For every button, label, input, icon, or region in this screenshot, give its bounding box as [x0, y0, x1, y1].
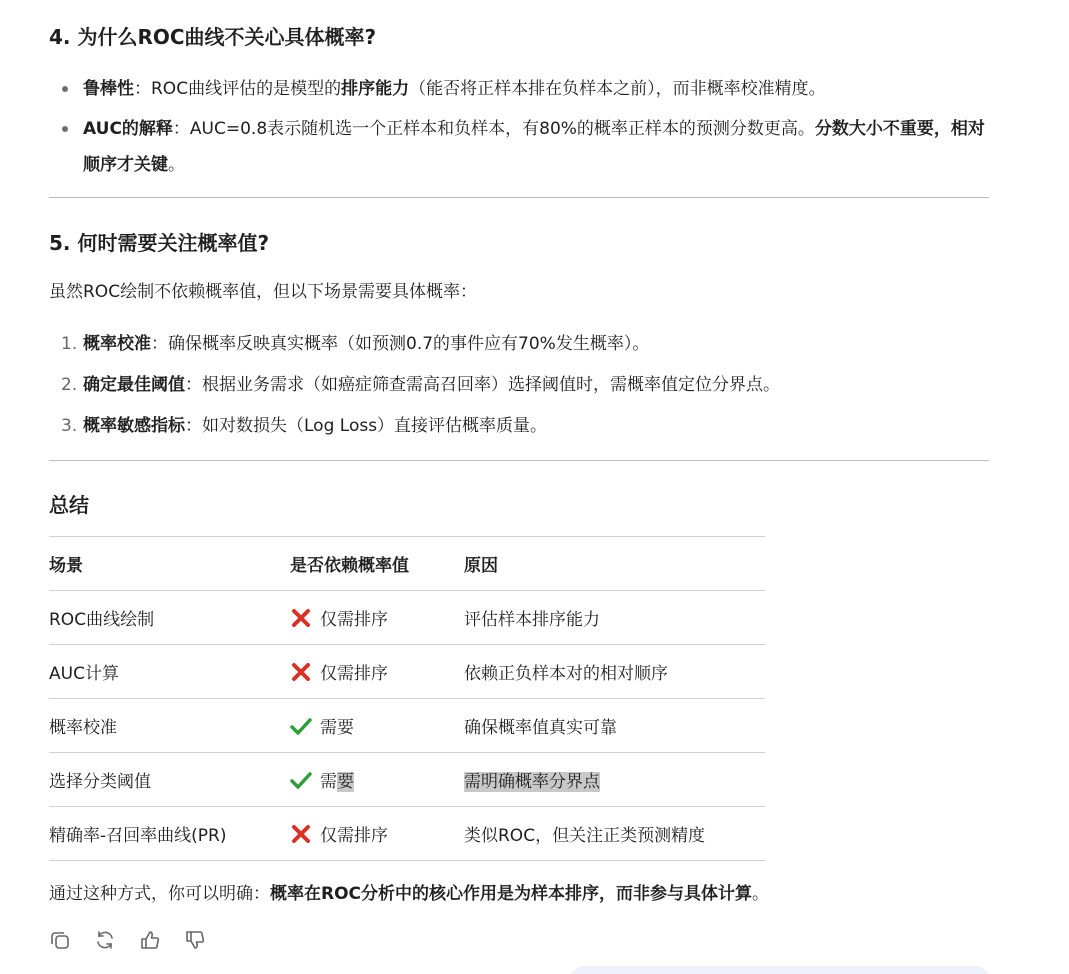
table-cell	[290, 699, 464, 753]
cross-icon	[290, 823, 312, 845]
list-item	[49, 71, 989, 107]
thumbs-up-icon[interactable]	[139, 929, 161, 951]
dependency-text: 需	[320, 772, 337, 792]
table-cell	[290, 591, 464, 645]
item-text: ：如对数损失（Log Loss）直接评估概率质量。	[185, 416, 548, 436]
section-4-bullets	[49, 71, 989, 183]
section-5-heading: 5. 何时需要关注概率值?	[49, 231, 270, 255]
table-cell: 精确率-召回率曲线(PR)	[49, 807, 290, 861]
table-row	[49, 807, 765, 861]
column-header: 是否依赖概率值	[290, 537, 464, 591]
table-row	[49, 753, 765, 807]
table-cell: 类似ROC，但关注正类预测精度	[464, 807, 765, 861]
bullet-text: 。	[168, 155, 185, 175]
item-number: 2.	[61, 375, 78, 395]
cross-icon	[290, 661, 312, 683]
summary-heading: 总结	[49, 493, 89, 517]
list-item	[49, 330, 780, 371]
item-bold: 概率敏感指标	[83, 416, 185, 436]
list-item	[49, 412, 780, 453]
selected-text-highlight[interactable]: 要	[337, 772, 354, 792]
closing-plain: 通过这种方式，你可以明确：	[49, 884, 270, 904]
table-cell	[290, 645, 464, 699]
table-cell: 评估样本排序能力	[464, 591, 765, 645]
bullet-text: ：ROC曲线评估的是模型的	[134, 79, 342, 99]
section-4-heading: 4. 为什么ROC曲线不关心具体概率?	[49, 25, 377, 49]
table-row	[49, 591, 765, 645]
table-cell: AUC计算	[49, 645, 290, 699]
bullet-text: （能否将正样本排在负样本之前），而非概率校准精度。	[409, 79, 826, 99]
check-icon	[290, 715, 312, 737]
closing-bold: 概率在ROC分析中的核心作用是为样本排序，而非参与具体计算	[270, 884, 753, 904]
message-actions	[49, 929, 229, 951]
selected-text-highlight[interactable]: 需明确概率分界点	[464, 772, 600, 792]
bullet-text: ：AUC=0.8表示随机选一个正样本和负样本，有80%的概率正样本的预测分数更高。	[172, 119, 815, 139]
divider	[49, 460, 989, 461]
table-cell: 选择分类阈值	[49, 753, 290, 807]
item-number: 3.	[61, 416, 78, 436]
closing-text	[49, 880, 769, 908]
list-item	[49, 111, 989, 183]
table-cell	[464, 753, 765, 807]
input-bubble[interactable]	[570, 966, 990, 974]
column-header: 原因	[464, 537, 765, 591]
copy-icon[interactable]	[49, 929, 71, 951]
table-cell: 概率校准	[49, 699, 290, 753]
item-text: ：根据业务需求（如癌症筛查需高召回率）选择阈值时，需概率值定位分界点。	[185, 375, 780, 395]
dependency-text: 仅需排序	[320, 826, 388, 846]
table-cell	[290, 807, 464, 861]
closing-end: 。	[752, 884, 770, 904]
bullet-bold: AUC的解释	[83, 119, 173, 139]
check-icon	[290, 769, 312, 791]
thumbs-down-icon[interactable]	[184, 929, 206, 951]
dependency-text: 仅需排序	[320, 610, 388, 630]
column-header: 场景	[49, 537, 290, 591]
summary-table	[49, 536, 765, 861]
table-row	[49, 645, 765, 699]
dependency-text: 仅需排序	[320, 664, 388, 684]
table-cell: 依赖正负样本对的相对顺序	[464, 645, 765, 699]
bullet-bold: 排序能力	[341, 79, 410, 99]
item-text: ：确保概率反映真实概率（如预测0.7的事件应有70%发生概率）。	[151, 334, 650, 354]
cross-icon	[290, 607, 312, 629]
table-cell: 确保概率值真实可靠	[464, 699, 765, 753]
divider	[49, 197, 989, 198]
bullet-bold: 分数大小不重要，相对顺序才关键	[83, 119, 985, 175]
list-item	[49, 371, 780, 412]
table-row	[49, 699, 765, 753]
section-5-intro: 虽然ROC绘制不依赖概率值，但以下场景需要具体概率：	[49, 282, 478, 302]
dependency-text: 需要	[320, 718, 354, 738]
regenerate-icon[interactable]	[94, 929, 116, 951]
item-bold: 确定最佳阈值	[83, 375, 185, 395]
table-header-row	[49, 537, 765, 591]
table-cell: ROC曲线绘制	[49, 591, 290, 645]
item-number: 1.	[61, 334, 78, 354]
table-cell	[290, 753, 464, 807]
item-bold: 概率校准	[83, 334, 151, 354]
section-5-list	[49, 330, 780, 453]
bullet-bold: 鲁棒性	[83, 79, 134, 99]
